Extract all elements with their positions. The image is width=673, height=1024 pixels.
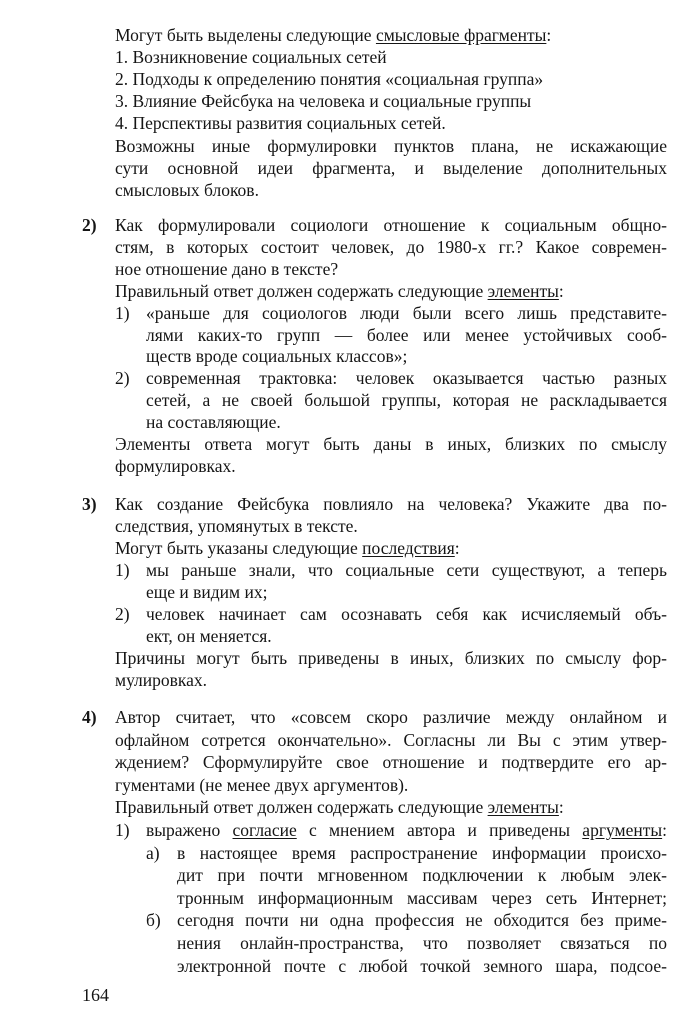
text-line [146,345,667,367]
text-segment: формулировках. [115,455,236,476]
underlined-term: аргументы [582,820,663,840]
text-segment: 2. Подходы к определению понятия «социальная группа» [115,69,544,90]
text-line [115,68,667,90]
text-line [177,842,667,864]
text-line [115,515,667,537]
underlined-term: смысловые фрагменты [375,25,547,45]
text-line [115,179,667,201]
text-line [115,433,667,455]
text-line [115,669,667,691]
text-segment: тронным информационным массивам через сеть Интернет; [177,887,667,908]
underlined-term: элементы [487,280,559,301]
text-segment: сути основной идеи фрагмента, и выделение дополнительных [115,157,667,178]
text-segment: ное отношение дано в тексте? [115,258,339,279]
text-line [115,537,667,559]
text-line [146,625,667,647]
text-segment: Могут быть выделены следующие [115,25,376,45]
text-line [146,581,667,603]
text-segment: Причины могут быть приведены в иных, близких по смыслу фор- [115,648,667,668]
text-segment: : [558,280,564,301]
text-line [177,909,667,931]
text-line [115,112,667,134]
text-segment: современная трактовка: человек оказывается частью разных [146,368,667,389]
text-segment: гументами (не менее двух аргументов). [115,774,409,795]
text-line [115,493,667,515]
text-line [115,796,667,818]
text-line [146,559,667,581]
text-segment: : [558,797,564,818]
text-line [115,647,667,669]
text-segment: «раньше для социологов люди были всего лишь представите- [146,302,667,323]
text-line [115,455,667,477]
underlined-term: элементы [487,797,559,818]
text-segment: 3. Влияние Фейсбука на человека и социальные группы [115,91,532,112]
text-segment: человек начинает сам осознавать себя как исчисляемый объ- [146,604,667,624]
text-line [115,135,667,157]
text-line [146,324,667,346]
text-line [146,302,667,324]
text-segment: 1. Возникновение социальных сетей [115,47,387,68]
underlined-term: последствия [362,538,455,558]
text-segment: мы раньше знали, что социальные сети существуют, а теперь [146,560,667,580]
text-line [115,706,667,728]
list-marker: 1) [115,560,130,580]
text-segment: в настоящее время распространение информации происхо- [177,842,667,863]
text-segment: нения онлайн-пространства, что позволяет связаться по [177,933,667,953]
text-line [177,932,667,954]
text-segment: ществ вроде социальных классов»; [146,346,408,367]
text-line [115,214,667,236]
page-number: 164 [82,985,109,1005]
list-marker: 2) [115,368,130,389]
text-line [115,729,667,751]
text-line [177,887,667,909]
text-line [146,819,667,841]
text-line [177,864,667,886]
text-segment: смысловых блоков. [115,179,259,200]
text-segment: следствия, упомянутых в тексте. [115,516,358,536]
text-segment: : [454,538,460,558]
question-number: 2) [82,215,97,235]
text-segment: Возможны иные формулировки пунктов плана, не искажающие [115,135,667,156]
text-segment: Как создание Фейсбука повлияло на человека? Укажите два по- [115,494,667,514]
text-segment: Как формулировали социологи отношение к социальным общно- [115,215,667,235]
text-segment: на составляющие. [146,412,281,433]
text-segment: Могут быть указаны следующие [115,538,363,558]
text-segment: выражено [146,820,233,840]
text-line [115,236,667,258]
text-segment: Автор считает, что «совсем скоро различие между онлайном и [115,707,667,727]
text-segment: Элементы ответа могут быть даны в иных, близких по смыслу [115,434,667,454]
text-line [146,603,667,625]
text-segment: дит при почти мгновенном подключении к любым элек- [177,865,667,886]
text-line [115,90,667,112]
text-line [146,411,667,433]
text-segment: : [546,25,552,45]
text-line [115,46,667,68]
text-line [115,157,667,179]
text-line [115,24,667,46]
text-segment: ждением? Сформулируйте свое отношение и подтвердите его ар- [115,752,667,773]
text-line [115,280,667,302]
text-segment: офлайном сотрется окончательно». Согласны ли Вы с этим утвер- [115,729,667,750]
text-segment: Правильный ответ должен содержать следующие [115,280,488,301]
list-marker: 2) [115,604,130,624]
list-marker: б) [146,910,161,931]
text-line [115,258,667,280]
list-marker: а) [146,842,160,863]
question-number: 4) [82,707,97,727]
text-segment: ект, он меняется. [146,626,272,646]
text-segment: сегодня почти ни одна профессия не обходится без приме- [177,910,667,931]
text-segment: электронной почте с любой точкой земного шара, подсое- [177,955,667,976]
question-number: 3) [82,494,97,514]
text-segment: сетей, а не своей большой группы, которая не раскладывается [146,390,667,411]
text-line [146,389,667,411]
text-segment: : [662,820,667,840]
list-marker: 1) [115,302,130,323]
text-line [115,774,667,796]
list-marker: 1) [115,820,130,840]
text-segment: стям, в которых состоит человек, до 1980-х гг.? Какое современ- [115,236,667,257]
text-line [177,955,667,977]
text-segment: 4. Перспективы развития социальных сетей. [115,113,446,134]
text-segment: мулировках. [115,670,208,690]
text-segment: с мнением автора и приведены [296,820,583,840]
text-segment: еще и видим их; [146,582,268,602]
text-segment: Правильный ответ должен содержать следующие [115,797,488,818]
text-segment: лями каких-то групп — более или менее устойчивых сооб- [146,324,667,345]
text-line [115,751,667,773]
text-line [146,367,667,389]
underlined-term: согласие [232,820,297,840]
